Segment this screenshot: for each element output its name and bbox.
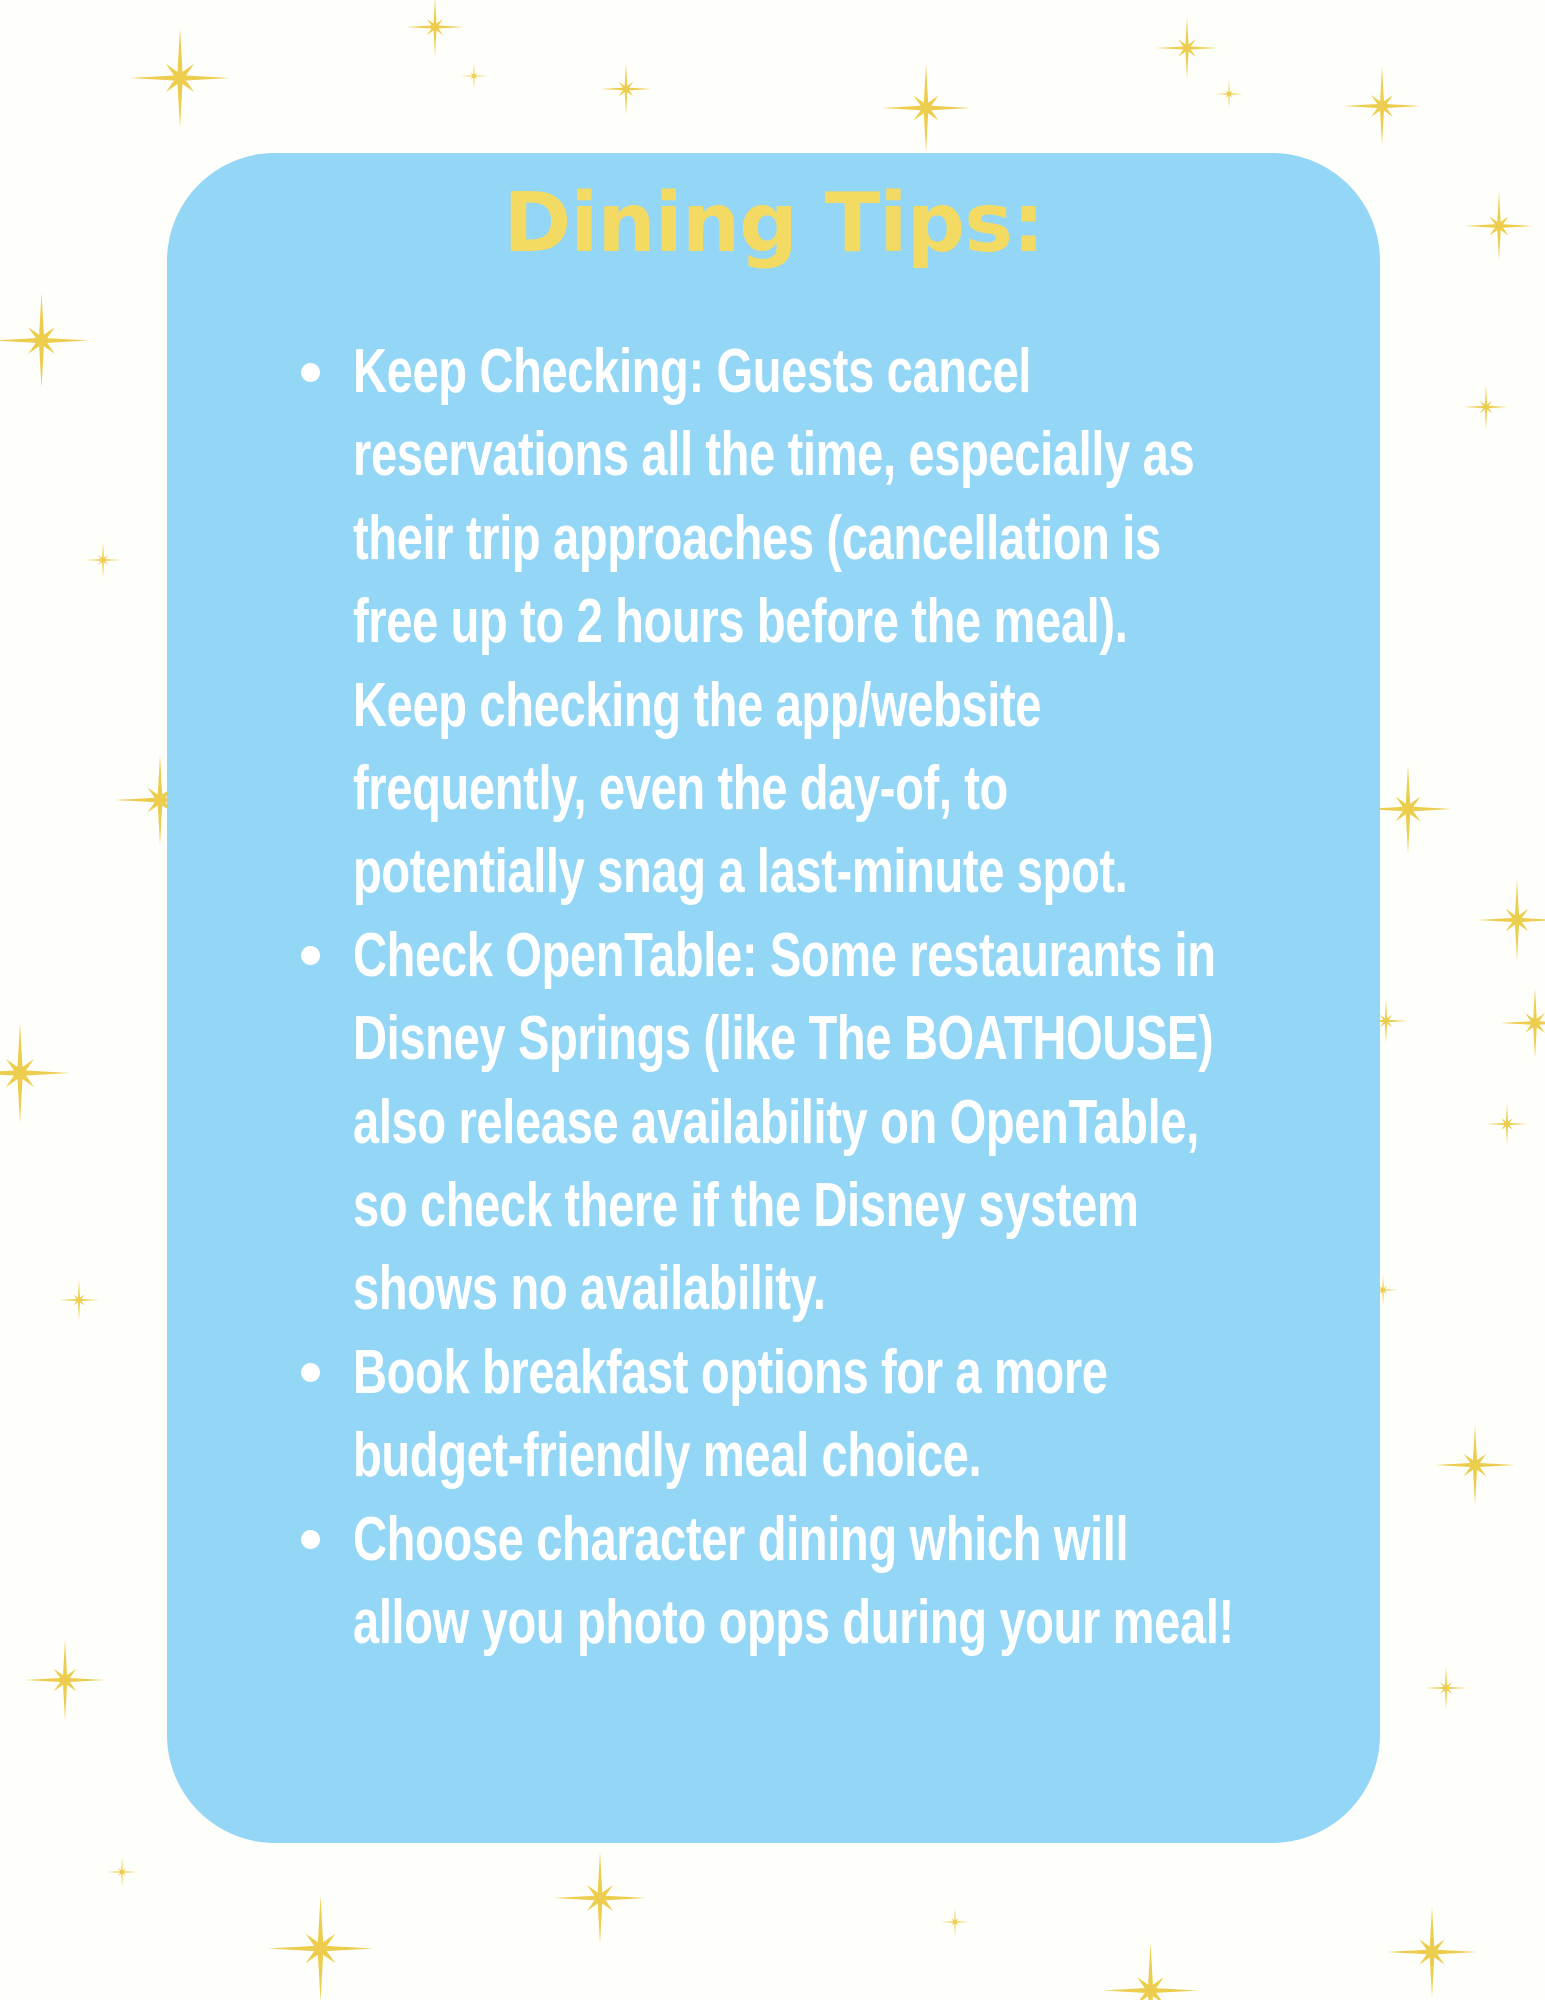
tip-line: Disney Springs (like The BOATHOUSE)	[353, 1004, 1214, 1074]
bullet-dot	[301, 1530, 320, 1549]
sparkle-star-icon	[0, 1023, 70, 1123]
sparkle-star-icon	[1103, 1943, 1198, 2000]
tip-line: shows no availability.	[353, 1254, 826, 1324]
sparkle-star-icon	[1343, 67, 1421, 145]
sparkle-star-icon	[1156, 17, 1218, 79]
sparkle-star-icon	[882, 64, 970, 152]
sparkle-star-icon	[1464, 385, 1508, 429]
sparkle-star-icon	[600, 63, 652, 115]
sparkle-star-icon	[1465, 192, 1533, 260]
sparkle-star-icon	[1477, 880, 1545, 960]
tip-line: Book breakfast options for a more	[353, 1337, 1108, 1407]
sparkle-star-icon	[85, 542, 121, 578]
tip-line: Keep checking the app/website	[353, 670, 1042, 740]
sparkle-star-icon	[1215, 80, 1243, 108]
sparkle-star-icon	[406, 0, 464, 56]
sparkle-star-icon	[1435, 1425, 1515, 1505]
sparkle-star-icon	[107, 1857, 137, 1887]
card-title: Dining Tips:	[503, 176, 1044, 271]
tip-line: allow you photo opps during your meal!	[353, 1588, 1234, 1657]
tip-line: also release availability on OpenTable,	[353, 1087, 1199, 1157]
tip-line: so check there if the Disney system	[353, 1171, 1139, 1240]
sparkle-star-icon	[130, 28, 230, 128]
tip-line: Check OpenTable: Some restaurants in	[353, 920, 1216, 990]
tips-list	[167, 153, 1380, 1843]
sparkle-star-icon	[59, 1280, 99, 1320]
bullet-dot	[301, 363, 320, 382]
bullet-dot	[301, 946, 320, 965]
tip-line: frequently, even the day-of, to	[353, 754, 1008, 823]
bullet-dot	[301, 1363, 320, 1382]
sparkle-star-icon	[0, 293, 89, 388]
sparkle-star-icon	[25, 1640, 105, 1720]
tip-line: budget-friendly meal choice.	[353, 1421, 982, 1491]
sparkle-star-icon	[461, 63, 487, 89]
tip-line: their trip approaches (cancellation is	[353, 503, 1161, 573]
tip-line: potentially snag a last-minute spot.	[353, 837, 1128, 907]
sparkle-star-icon	[941, 1908, 969, 1936]
sparkle-star-icon	[1500, 988, 1545, 1058]
tip-line: Choose character dining which will	[353, 1504, 1129, 1574]
sparkle-star-icon	[1425, 1667, 1467, 1709]
tip-line: reservations all the time, especially as	[353, 420, 1195, 490]
sparkle-star-icon	[268, 1896, 373, 2000]
tip-line: Keep Checking: Guests cancel	[353, 337, 1032, 406]
sparkle-star-icon	[554, 1852, 646, 1944]
sparkle-star-icon	[1486, 1103, 1528, 1145]
dining-tips-card	[167, 153, 1380, 1843]
sparkle-star-icon	[1387, 1907, 1477, 1997]
tip-line: free up to 2 hours before the meal).	[353, 587, 1128, 657]
